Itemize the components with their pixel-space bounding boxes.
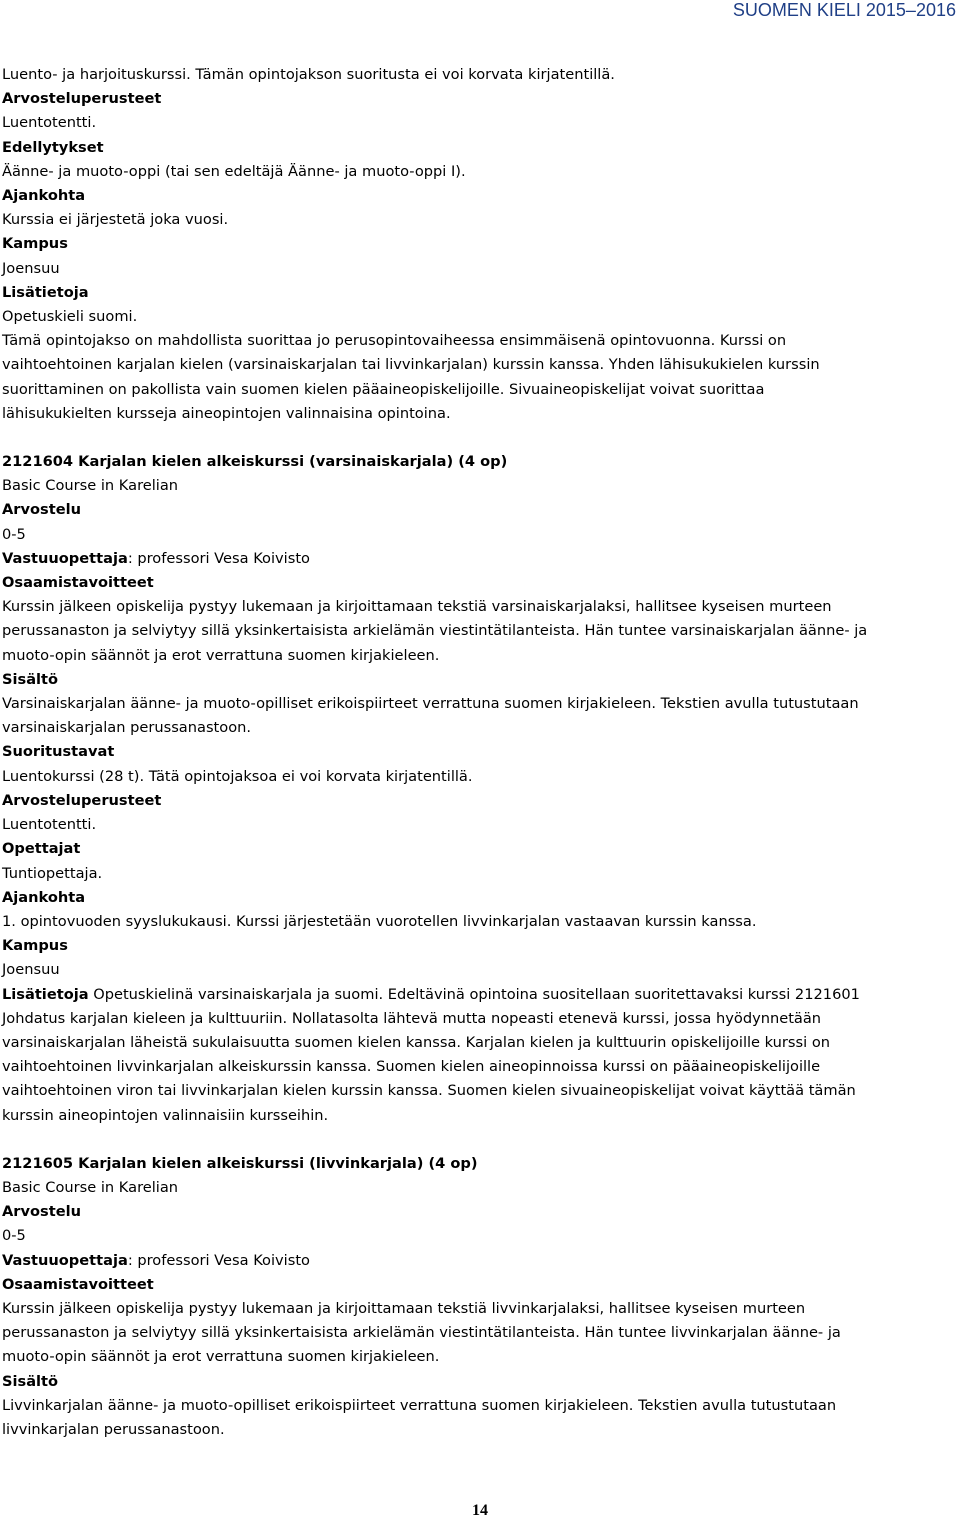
course-text: Kurssin jälkeen opiskelija pystyy lukemaan ja kirjoittamaan tekstiä livvinkarjalaksi, hallitsee kyseisen murteen	[2, 1299, 806, 1317]
course-text: muoto-opin säännöt ja erot verrattuna suomen kirjakieleen.	[2, 1348, 440, 1366]
intro-text: vaihtoehtoinen karjalan kielen (varsinaiskarjalan tai livvinkarjalan) kurssin kanssa. Yhden lähisukukielen kurssin	[2, 356, 820, 374]
course-text: kurssin aineopintojen valinnaisiin kursseihin.	[2, 1106, 329, 1124]
course-text: perussanaston ja selviytyy sillä yksinkertaisista arkielämän viestintätilanteista. Hän tuntee varsinaiskarjalan äänne- ja	[2, 622, 868, 640]
course-text: livvinkarjalan perussanastoon.	[2, 1420, 225, 1438]
heading-lisatietoja: Lisätietoja	[2, 283, 89, 301]
course-text: Kurssin jälkeen opiskelija pystyy lukemaan ja kirjoittamaan tekstiä varsinaiskarjalaksi, hallitsee kyseisen murteen	[2, 598, 832, 616]
course-text: Joensuu	[2, 961, 60, 979]
intro-text: Luento- ja harjoituskurssi. Tämän opintojakson suoritusta ei voi korvata kirjatentillä.	[2, 66, 615, 83]
additional-info-text: Opetuskielinä varsinaiskarjala ja suomi. Edeltävinä opintoina suositellaan suoritettavaksi kurssi 2121601	[88, 985, 860, 1003]
course-title: 2121604 Karjalan kielen alkeiskurssi (varsinaiskarjala) (4 op)	[2, 453, 508, 471]
heading-arvostelu: Arvostelu	[2, 1203, 81, 1221]
heading-vastuuopettaja: Vastuuopettaja	[2, 549, 128, 567]
responsible-teacher-value: : professori Vesa Koivisto	[127, 549, 310, 567]
course-subtitle: Basic Course in Karelian	[2, 1178, 179, 1196]
intro-text: Tämä opintojakso on mahdollista suorittaa jo perusopintovaiheessa ensimmäisenä opintovuonna. Kurssi on	[2, 332, 787, 350]
responsible-teacher	[2, 547, 954, 571]
course-text: Luentotentti.	[2, 816, 97, 834]
intro-text: Kurssia ei järjestetä joka vuosi.	[2, 211, 229, 229]
heading-lisatietoja: Lisätietoja	[2, 985, 89, 1003]
heading-kampus: Kampus	[2, 937, 68, 955]
course-text: 1. opintovuoden syyslukukausi. Kurssi järjestetään vuorotellen livvinkarjalan vastaavan kurssin kanssa.	[2, 912, 757, 930]
intro-text: Äänne- ja muoto-oppi (tai sen edeltäjä Äänne- ja muoto-oppi I).	[2, 162, 466, 180]
heading-opettajat: Opettajat	[2, 840, 81, 858]
page-number: 14	[472, 1502, 488, 1519]
heading-ajankohta: Ajankohta	[2, 187, 86, 205]
responsible-teacher	[2, 1249, 954, 1273]
running-header: SUOMEN KIELI 2015–2016	[732, 0, 956, 20]
course-subtitle: Basic Course in Karelian	[2, 477, 179, 495]
heading-vastuuopettaja: Vastuuopettaja	[2, 1251, 128, 1269]
heading-osaamistavoitteet: Osaamistavoitteet	[2, 1275, 154, 1293]
heading-edellytykset: Edellytykset	[2, 138, 104, 156]
heading-osaamistavoitteet: Osaamistavoitteet	[2, 574, 154, 592]
intro-text: Luentotentti.	[2, 114, 97, 132]
heading-suoritustavat: Suoritustavat	[2, 743, 115, 761]
intro-text: Joensuu	[2, 259, 60, 277]
page-content	[2, 63, 954, 1442]
course-text: vaihtoehtoinen livvinkarjalan alkeiskurssin kanssa. Suomen kielen aineopinnoissa kurssi on pääaineopiskelijoille	[2, 1058, 821, 1076]
course-text: perussanaston ja selviytyy sillä yksinkertaisista arkielämän viestintätilanteista. Hän tuntee livvinkarjalan äänne- ja	[2, 1324, 841, 1342]
intro-text: suorittaminen on pakollista vain suomen kielen pääaineopiskelijoille. Sivuaineopiskelijat voivat suorittaa	[2, 380, 765, 398]
course-text: muoto-opin säännöt ja erot verrattuna suomen kirjakieleen.	[2, 646, 440, 664]
course-text: varsinaiskarjalan läheistä sukulaisuutta suomen kielen kanssa. Karjalan kielen ja kulttuurin opiskelijoille kurssi on	[2, 1033, 831, 1051]
grade-scale: 0-5	[2, 525, 26, 543]
course-text: Livvinkarjalan äänne- ja muoto-opilliset erikoispiirteet verrattuna suomen kirjakieleen. Tekstien avulla tutustutaan	[2, 1396, 837, 1414]
course-text: vaihtoehtoinen viron tai livvinkarjalan kielen kurssin kanssa. Suomen kielen sivuaineopiskelijat voivat käyttää tämän	[2, 1082, 856, 1100]
section-gap	[2, 426, 954, 450]
heading-kampus: Kampus	[2, 235, 68, 253]
course-text: Johdatus karjalan kieleen ja kulttuuriin. Nollatasolta lähtevä mutta nopeasti etenevä kurssi, jossa hyödynnetään	[2, 1009, 822, 1027]
heading-sisalto: Sisältö	[2, 670, 59, 688]
heading-arvosteluperusteet: Arvosteluperusteet	[2, 791, 162, 809]
additional-info	[2, 983, 954, 1007]
intro-text: lähisukukielten kursseja aineopintojen valinnaisina opintoina.	[2, 404, 451, 422]
heading-arvosteluperusteet: Arvosteluperusteet	[2, 90, 162, 108]
intro-text: Opetuskieli suomi.	[2, 308, 138, 326]
grade-scale: 0-5	[2, 1227, 26, 1245]
heading-sisalto: Sisältö	[2, 1372, 59, 1390]
course-title: 2121605 Karjalan kielen alkeiskurssi (livvinkarjala) (4 op)	[2, 1154, 478, 1172]
section-gap	[2, 1128, 954, 1152]
course-text: Varsinaiskarjalan äänne- ja muoto-opilliset erikoispiirteet verrattuna suomen kirjakieleen. Tekstien avulla tutustutaan	[2, 695, 859, 713]
heading-ajankohta: Ajankohta	[2, 888, 86, 906]
course-text: Luentokurssi (28 t). Tätä opintojaksoa ei voi korvata kirjatentillä.	[2, 767, 473, 785]
course-text: varsinaiskarjalan perussanastoon.	[2, 719, 252, 737]
heading-arvostelu: Arvostelu	[2, 501, 81, 519]
responsible-teacher-value: : professori Vesa Koivisto	[127, 1251, 310, 1269]
course-text: Tuntiopettaja.	[2, 864, 103, 882]
